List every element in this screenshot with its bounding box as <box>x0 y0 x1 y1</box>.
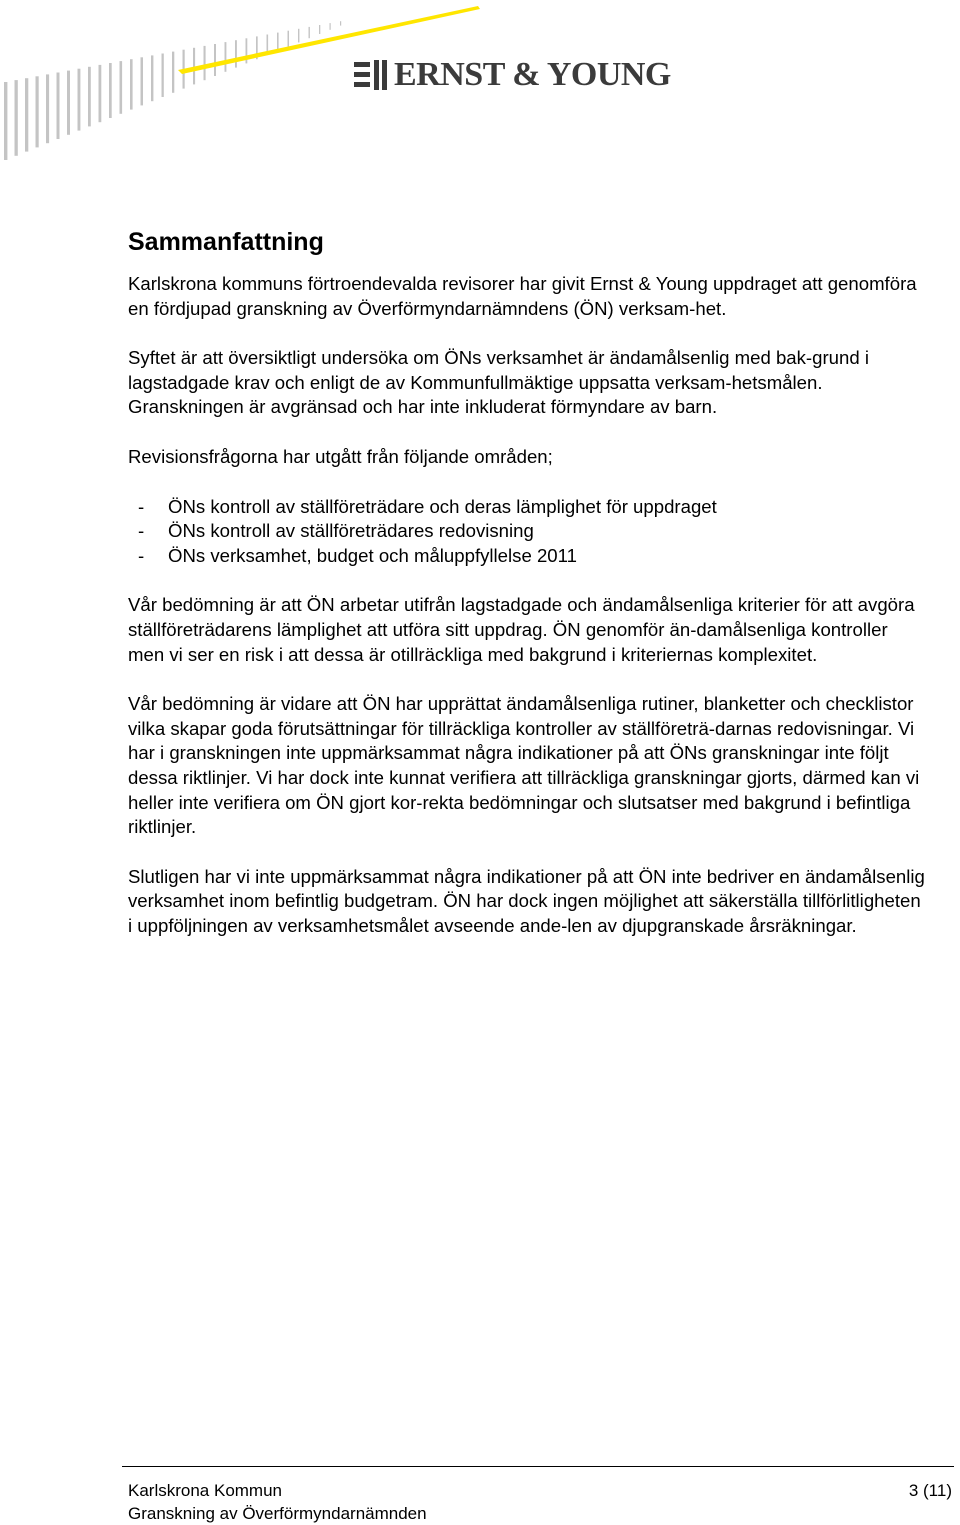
logo-stripe <box>109 63 112 118</box>
list-item-text: ÖNs kontroll av ställföreträdares redovisning <box>168 520 534 542</box>
logo-stripe <box>4 82 7 160</box>
logo-stripe <box>78 69 81 131</box>
logo-stripe <box>225 42 227 72</box>
logo-stripe <box>120 61 123 114</box>
list-dash: - <box>138 520 145 542</box>
brand-name: ERNST & YOUNG <box>394 56 671 93</box>
logo-stripe <box>319 25 320 34</box>
paragraph-intro: Karlskrona kommuns förtroendevalda revisorer har givit Ernst & Young uppdraget att genomföra en fördjupad granskning av Överförmyndarnämndens (ÖN) verksam-het. <box>128 273 917 319</box>
logo-stripe <box>15 80 18 156</box>
logo-stripe <box>67 71 70 135</box>
footer-organization: Karlskrona Kommun <box>128 1481 283 1500</box>
list-dash: - <box>138 544 145 566</box>
logo-stripe <box>330 23 331 30</box>
logo-stripe <box>214 44 216 76</box>
logo-stripe <box>57 73 60 140</box>
logo-stripe <box>46 74 49 143</box>
logo-stripe <box>235 40 237 67</box>
list-dash: - <box>138 495 145 517</box>
question-list <box>128 495 928 569</box>
logo-stripe <box>88 67 91 127</box>
logo-stripe <box>36 76 39 147</box>
page-number: 3 (11) <box>908 1481 952 1500</box>
logo-stripe <box>277 33 279 51</box>
ey-mark-icon <box>354 58 388 92</box>
document-body <box>128 226 928 963</box>
logo-stripe <box>298 29 299 43</box>
logo-stripe <box>162 54 164 98</box>
paragraph-assessment-1: Vår bedömning är att ÖN arbetar utifrån lagstadgade och ändamålsenliga kriterier för att avgöra ställföreträdarens lämplighet att utföra sitt uppdrag. ÖN genomför än-damålsenliga kontroller men vi ser en risk i att dessa är otillräckliga med bakgrund i kriteriernas komplexitet. <box>128 594 915 665</box>
page-title: Sammanfattning <box>128 228 324 256</box>
paragraph-assessment-2: Vår bedömning är vidare att ÖN har upprättat ändamålsenliga rutiner, blanketter och checklistor vilka skapar goda förutsättningar för tillräckliga kontroller av ställföreträ-darnas redovisningar. Vi har i granskningen inte uppmärksammat några indikationer på att ÖNs granskningar inte följt dessa riktlinjer. Vi har dock inte kunnat verifiera att tillräckliga granskningar gjorts, därmed kan vi heller inte verifiera om ÖN gjort kor-rekta bedömningar och slutsatser med bakgrund i befintliga riktlinjer. <box>128 693 920 838</box>
logo-stripe <box>99 65 102 122</box>
logo-stripe <box>340 21 341 25</box>
logo-stripe <box>204 46 206 80</box>
logo-stripe <box>141 57 144 105</box>
logo-stripe <box>25 78 28 151</box>
page-footer <box>128 1479 952 1525</box>
logo-stripe <box>288 31 290 47</box>
footer-report-name: Granskning av Överförmyndarnämnden <box>128 1504 427 1523</box>
brand <box>354 58 671 92</box>
footer-divider <box>122 1466 954 1467</box>
list-item <box>128 495 928 520</box>
logo-stripe <box>130 59 133 109</box>
list-item <box>128 544 928 569</box>
list-item <box>128 519 928 544</box>
logo-stripe <box>193 48 195 85</box>
logo-stripe <box>172 52 174 93</box>
list-item-text: ÖNs kontroll av ställföreträdare och deras lämplighet för uppdraget <box>168 495 717 517</box>
list-item-text: ÖNs verksamhet, budget och måluppfyllelse 2011 <box>168 544 577 566</box>
paragraph-purpose: Syftet är att översiktligt undersöka om ÖNs verksamhet är ändamålsenlig med bak-grund i lagstadgade krav och enligt de av Kommunfullmäktige uppsatta verksam-hetsmålen. Granskningen är avgränsad och har inte inkluderat förmyndare av barn. <box>128 347 869 418</box>
logo-stripe <box>151 55 153 101</box>
paragraph-questions: Revisionsfrågorna har utgått från följande områden; <box>128 445 553 467</box>
logo-stripe <box>309 27 310 38</box>
paragraph-assessment-3: Slutligen har vi inte uppmärksammat några indikationer på att ÖN inte bedriver en ändamålsenlig verksamhet inom befintlig budgetram. ÖN har dock ingen möjlighet att säkerställa tillförlitligheten i uppföljningen av verksamhetsmålet avseende ande-len av djupgranskade årsräkningar. <box>128 865 925 936</box>
